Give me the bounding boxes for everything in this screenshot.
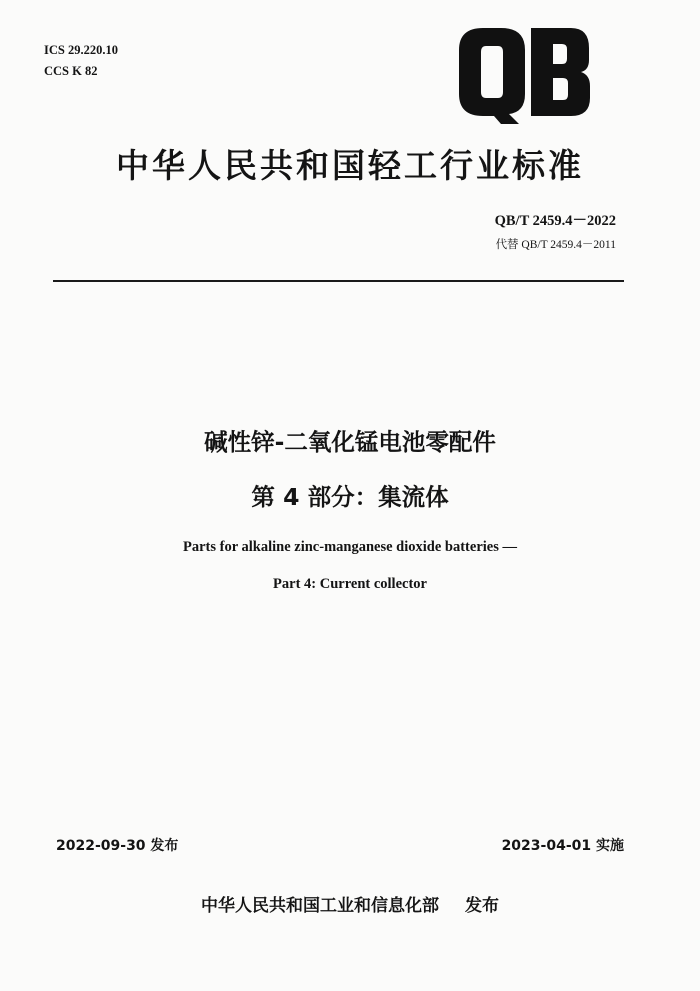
implementation-date: 2023-04-01 实施 (501, 838, 624, 854)
classification-codes (44, 40, 118, 82)
title-chinese-line1: 碱性锌-二氧化锰电池零配件 (204, 428, 496, 456)
ccs-code: CCS K 82 (44, 64, 98, 78)
title-english-line2: Part 4: Current collector (273, 576, 427, 592)
qb-logo (453, 26, 593, 126)
title-chinese-line2: 第 4 部分：集流体 (251, 483, 449, 511)
title-english-line1: Parts for alkaline zinc-manganese dioxide batteries — (182, 539, 517, 555)
issuing-authority (0, 891, 700, 916)
issue-date: 2022-09-30 发布 (56, 838, 179, 854)
ics-code: ICS 29.220.10 (44, 43, 118, 57)
issuer-name: 中华人民共和国工业和信息化部 (201, 896, 439, 916)
standard-number: QB/T 2459.4－2022 (494, 213, 616, 229)
standard-organization-title: 中华人民共和国轻工行业标准 (116, 146, 584, 185)
header-divider (53, 280, 624, 282)
issuer-action: 发布 (465, 896, 499, 916)
replaces-standard: 代替 QB/T 2459.4－2011 (495, 239, 616, 251)
